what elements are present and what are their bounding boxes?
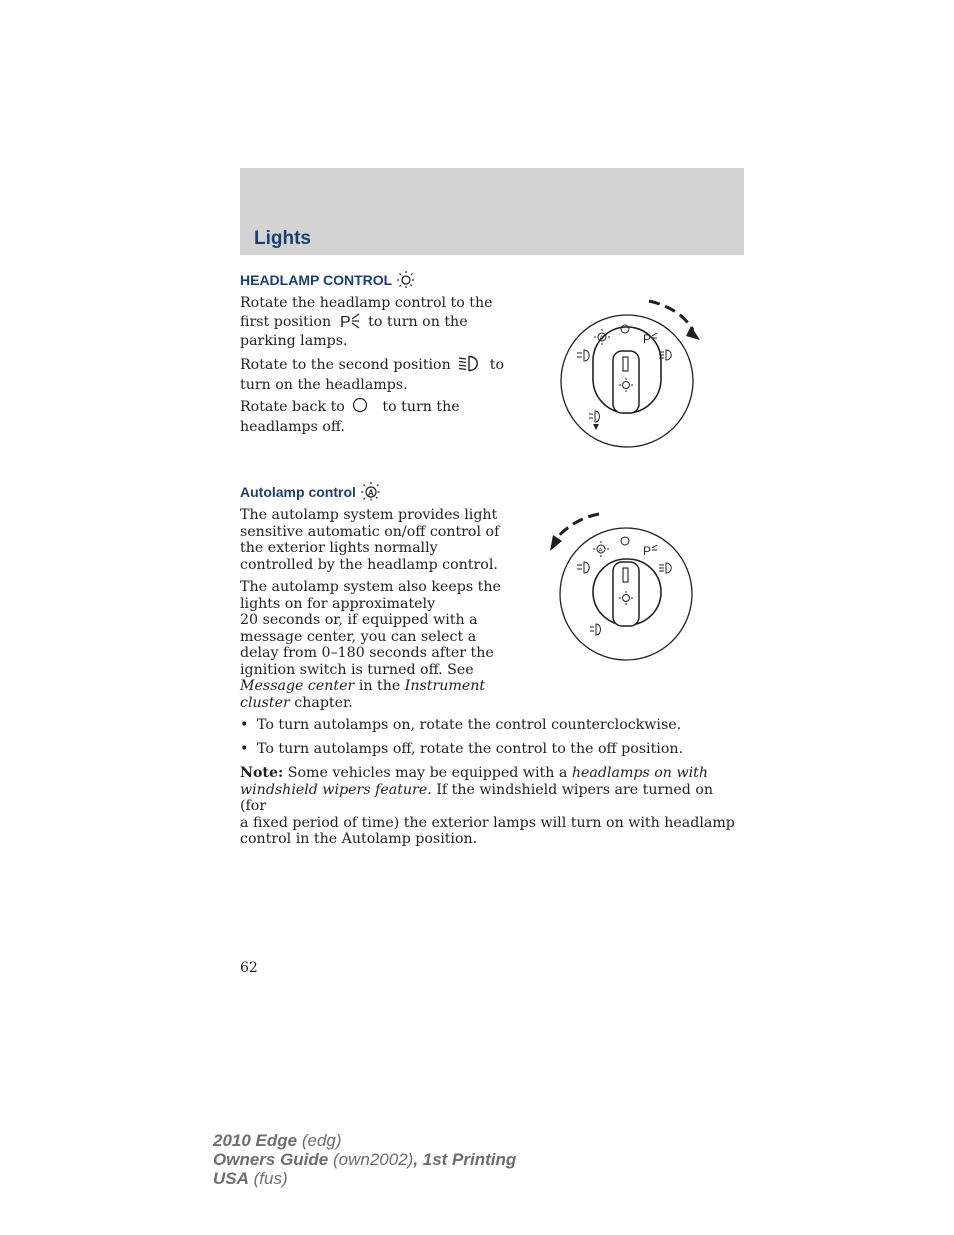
svg-text:A: A <box>598 548 603 554</box>
note-paragraph: Note: Some vehicles may be equipped with a headlamps on with windshield wipers feature. If the windshield wipers are turned on (for a fixed period of time) the exterior lamps will turn on with headlamp control in the Autolamp position. <box>240 765 735 847</box>
parking-position-label: P <box>643 332 652 346</box>
autolamp-position-icon <box>593 541 609 557</box>
header-band <box>240 168 744 255</box>
list-item: • To turn autolamps off, rotate the control to the off position. <box>240 741 684 757</box>
svg-text:A: A <box>599 336 604 342</box>
headlamp-sun-icon <box>396 270 416 290</box>
rotate-arrow-counterclockwise-icon <box>550 535 562 551</box>
off-circle-icon <box>352 397 370 419</box>
xref-instrument-cluster-cont[interactable]: cluster <box>240 694 290 711</box>
paragraph-parking-lamps: Rotate the headlamp control to the first position P to turn on the parking lamps. <box>240 295 493 349</box>
front-fog-icon <box>577 350 589 361</box>
paragraph-autolamp-system: The autolamp system provides light sensitive automatic on/off control of the exterior lights normally controlled by the headlamp control. <box>240 507 500 573</box>
section-heading-autolamp <box>240 481 382 503</box>
off-position-icon <box>621 537 629 545</box>
front-fog-icon <box>577 562 589 573</box>
headlamp-control-diagram-clockwise <box>555 296 715 456</box>
headlamp-control-diagram-counterclockwise <box>548 509 708 669</box>
parking-lamp-icon <box>339 312 361 334</box>
xref-message-center[interactable]: Message center <box>240 678 355 694</box>
page-title: Lights <box>254 228 311 249</box>
rear-fog-icon <box>589 411 600 422</box>
page-number: 62 <box>240 960 258 976</box>
list-item: • To turn autolamps on, rotate the control counterclockwise. <box>240 717 682 733</box>
autolamp-position-icon <box>594 329 610 345</box>
xref-instrument-cluster[interactable]: Instrument <box>404 678 486 694</box>
note-label: Note: <box>240 765 284 781</box>
autolamp-icon <box>360 481 382 503</box>
document-footer: 2010 Edge (edg) Owners Guide (own2002), 1st Printing USA (fus) <box>213 1131 517 1188</box>
headlamp-position-icon <box>659 350 671 360</box>
parking-position-label: P <box>643 544 652 558</box>
low-beam-icon <box>458 355 482 377</box>
pull-arrow-icon <box>593 424 599 430</box>
paragraph-off: Rotate back to to turn the headlamps off. <box>240 399 460 435</box>
section-heading-headlamp <box>240 270 416 290</box>
paragraph-headlamps: Rotate to the second position to turn on the headlamps. <box>240 357 505 393</box>
rear-fog-icon <box>590 624 601 635</box>
svg-text:A: A <box>367 488 374 498</box>
off-position-icon <box>621 325 629 333</box>
paragraph-autolamp-delay: The autolamp system also keeps the lights on for approximately 20 seconds or, if equipped with a message center, you can select a delay from 0–180 seconds after the ignition switch is turned off. See Message center in the Instrument cluster chapter. <box>240 579 501 711</box>
svg-text:P: P <box>339 313 351 329</box>
section-heading-text: Autolamp control <box>240 484 356 500</box>
section-heading-text: HEADLAMP CONTROL <box>240 272 393 288</box>
headlamp-position-icon <box>659 563 671 573</box>
